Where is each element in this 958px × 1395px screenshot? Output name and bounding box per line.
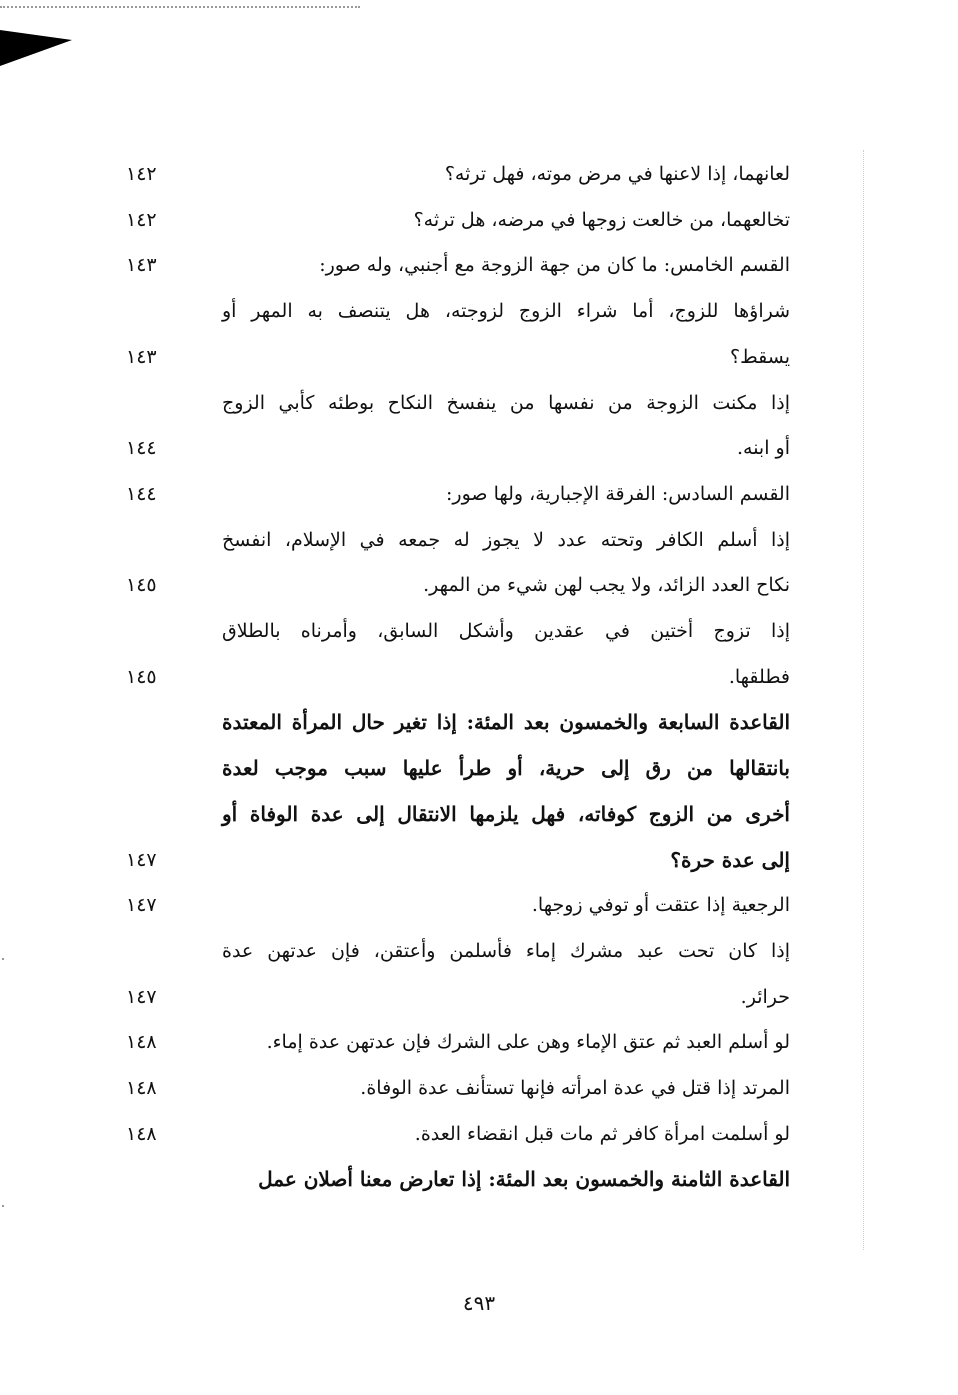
toc-entry-line: إذا مكنت الزوجة من نفسها من ينفسخ النكاح بوطئه كأبي الزوج	[222, 391, 790, 414]
toc-page-number: ١٤٥	[126, 665, 157, 688]
toc-entry-line: يسقط؟	[730, 345, 790, 368]
toc-page-number: ١٤٣	[126, 345, 157, 368]
toc-entry-line: إذا أسلم الكافر وتحته عدد لا يجوز له جمعه في الإسلام، انفسخ	[222, 528, 790, 551]
toc-page-number: ١٤٢	[126, 208, 157, 231]
toc-page-number: ١٤٤	[126, 437, 157, 460]
toc-page-number: ١٤٧	[126, 985, 157, 1008]
toc-heading-line: إلى عدة حرة؟	[670, 847, 790, 872]
toc-page-number: ١٤٨	[126, 1122, 157, 1145]
toc-entry-line: نكاح العدد الزائد، ولا يجب لهن شيء من المهر.	[423, 574, 790, 597]
toc-page-number: ١٤٨	[126, 1077, 157, 1099]
toc-entry-line: فطلقها.	[728, 665, 790, 688]
toc-entry-line: القسم السادس: الفرقة الإجبارية، ولها صور:	[446, 482, 790, 505]
toc-page-number: ١٤٥	[126, 574, 157, 597]
page-folio-number: ٤٩٣	[462, 1291, 496, 1315]
toc-heading-line: أخرى من الزوج كوفاته، فهل يلزمها الانتقال إلى عدة الوفاة أو	[222, 801, 790, 826]
toc-entry-line: شراؤها للزوج، أما شراء الزوج لزوجته، هل يتنصف به المهر أو	[222, 300, 790, 323]
toc-entry-line: حرائر.	[740, 985, 790, 1008]
toc-entry-line: لعانهما، إذا لاعنها في مرض موته، فهل ترثه؟	[444, 163, 790, 185]
toc-entry-line: لو أسلمت امرأة كافر ثم مات قبل انقضاء العدة.	[414, 1122, 790, 1145]
toc-heading-line: القاعدة الثامنة والخمسون بعد المئة: إذا تعارض معنا أصلان عمل	[258, 1167, 790, 1192]
toc-page-number: ١٤٣	[126, 254, 157, 277]
toc-page-number: ١٤٢	[126, 163, 157, 185]
toc-heading-line: بانتقالها من رق إلى حرية، أو طرأ عليها سبب موجب لعدة	[222, 756, 790, 781]
toc-entry-line: إذا كان تحت عبد مشرك إماء فأسلمن وأعتقن، فإن عدتهن عدة	[222, 939, 790, 962]
toc-entry-line: القسم الخامس: ما كان من جهة الزوجة مع أجنبي، وله صور:	[319, 254, 790, 277]
toc-page-number: ١٤٧	[126, 894, 157, 917]
toc-entry-line: المرتد إذا قتل في عدة امرأته فإنها تستأنف عدة الوفاة.	[360, 1077, 790, 1099]
toc-entry-line: لو أسلم العبد ثم عتق الإماء وهن على الشرك فإن عدتهن عدة إماء.	[266, 1031, 790, 1054]
toc-entry-line: تخالعهما، من خالعت زوجها في مرضه، هل ترثه؟	[413, 208, 790, 231]
toc-page-number: ١٤٤	[126, 482, 157, 505]
toc-heading-line: القاعدة السابعة والخمسون بعد المئة: إذا تغير حال المرأة المعتدة	[222, 710, 790, 735]
toc-page-number: ١٤٧	[126, 848, 157, 871]
toc-entry-line: إذا تزوج أختين في عقدين وأشكل السابق، وأمرناه بالطلاق	[222, 620, 790, 642]
toc-page-number: ١٤٨	[126, 1031, 157, 1054]
toc-entry-line: الرجعية إذا عتقت أو توفي زوجها.	[531, 894, 790, 917]
toc-entry-line: أو ابنه.	[736, 437, 790, 460]
